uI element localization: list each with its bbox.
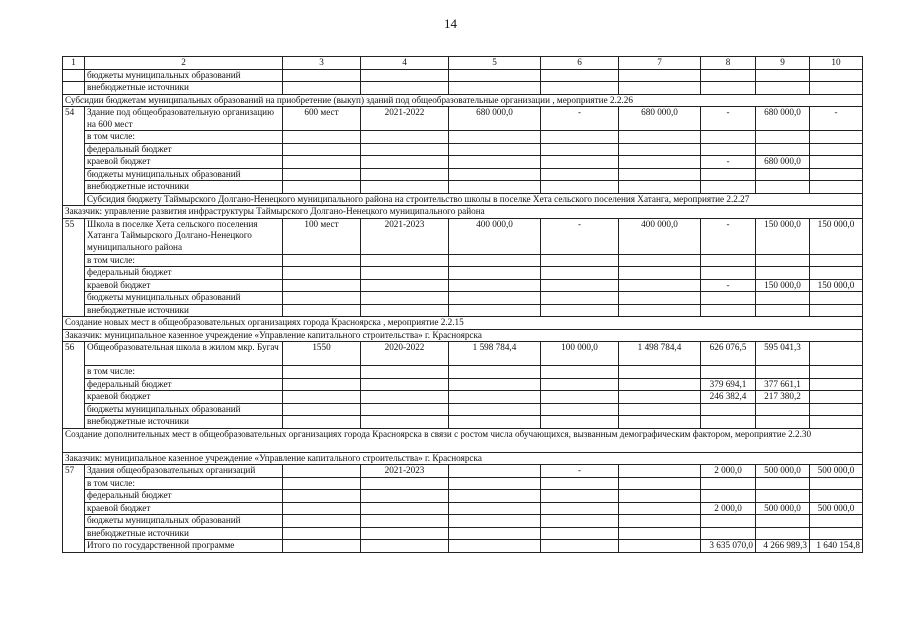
header-cell: 5 bbox=[449, 57, 541, 70]
row-label: в том числе: bbox=[85, 477, 283, 490]
capacity-cell: 1550 bbox=[283, 342, 361, 366]
table-row bbox=[63, 465, 863, 478]
header-cell: 7 bbox=[619, 57, 701, 70]
row-label: внебюджетные источники bbox=[85, 181, 283, 194]
header-cell: 2 bbox=[85, 57, 283, 70]
row-label: краевой бюджет bbox=[85, 391, 283, 404]
table-row bbox=[63, 143, 863, 156]
table-row bbox=[63, 477, 863, 490]
table-row bbox=[63, 403, 863, 416]
item-name: Здание под общеобразовательную организацию на 600 мест bbox=[85, 107, 283, 131]
table-row bbox=[63, 82, 863, 95]
table-row bbox=[63, 416, 863, 429]
section-row bbox=[63, 193, 863, 206]
value-cell: 680 000,0 bbox=[756, 107, 810, 131]
value-cell: 400 000,0 bbox=[619, 218, 701, 254]
program-table bbox=[62, 56, 863, 553]
period-cell: 2021-2023 bbox=[361, 465, 449, 478]
table-row bbox=[63, 515, 863, 528]
item-name: Школа в поселке Хета сельского поселения Хатанга Таймырского Долгано-Ненецкого муниципального района bbox=[85, 218, 283, 254]
table-row bbox=[63, 156, 863, 169]
row-label: федеральный бюджет bbox=[85, 267, 283, 280]
page-number: 14 bbox=[444, 16, 457, 31]
value-cell: - bbox=[541, 218, 619, 254]
row-label: в том числе: bbox=[85, 131, 283, 144]
row-label: бюджеты муниципальных образований bbox=[85, 403, 283, 416]
header-cell: 9 bbox=[756, 57, 810, 70]
table-row bbox=[63, 342, 863, 366]
table-row bbox=[63, 181, 863, 194]
table-row bbox=[63, 267, 863, 280]
section-title: Субсидия бюджету Таймырского Долгано-Ненецкого муниципального района на строительство школы в поселке Хета сельского поселения Хатанга, мероприятие 2.2.27 bbox=[85, 193, 863, 206]
table-row bbox=[63, 168, 863, 181]
value-cell: 500 000,0 bbox=[810, 502, 863, 515]
table-row bbox=[63, 378, 863, 391]
item-name: Общеобразовательная школа в жилом мкр. Бугач bbox=[85, 342, 283, 366]
value-cell: 217 380,2 bbox=[756, 391, 810, 404]
row-label: внебюджетные источники bbox=[85, 416, 283, 429]
table-row bbox=[63, 304, 863, 317]
value-cell: 150 000,0 bbox=[756, 218, 810, 254]
row-label: бюджеты муниципальных образований bbox=[85, 69, 283, 82]
value-cell: 100 000,0 bbox=[541, 342, 619, 366]
item-number: 54 bbox=[63, 107, 85, 206]
customer-row bbox=[63, 206, 863, 219]
value-cell: 2 000,0 bbox=[701, 465, 756, 478]
row-label: федеральный бюджет bbox=[85, 490, 283, 503]
value-cell: 150 000,0 bbox=[810, 279, 863, 292]
row-label: внебюджетные источники bbox=[85, 304, 283, 317]
row-label: в том числе: bbox=[85, 254, 283, 267]
table-row bbox=[63, 279, 863, 292]
value-cell: - bbox=[701, 107, 756, 131]
value-cell: 150 000,0 bbox=[756, 279, 810, 292]
header-cell: 6 bbox=[541, 57, 619, 70]
value-cell: 246 382,4 bbox=[701, 391, 756, 404]
total-row bbox=[63, 540, 863, 553]
customer-title: Заказчик: муниципальное казенное учреждение «Управление капитального строительства» г. Красноярска bbox=[63, 329, 863, 342]
table-row bbox=[63, 69, 863, 82]
value-cell: - bbox=[541, 107, 619, 131]
total-value: 3 635 070,0 bbox=[701, 540, 756, 553]
table-row bbox=[63, 218, 863, 254]
table-row bbox=[63, 366, 863, 379]
section-row bbox=[63, 94, 863, 107]
value-cell: 500 000,0 bbox=[756, 502, 810, 515]
value-cell: 680 000,0 bbox=[619, 107, 701, 131]
section-title: Субсидии бюджетам муниципальных образований на приобретение (выкуп) зданий под общеобразовательные организации , мероприятие 2.2.26 bbox=[63, 94, 863, 107]
table-row bbox=[63, 254, 863, 267]
table-row bbox=[63, 490, 863, 503]
total-value: 1 640 154,8 bbox=[810, 540, 863, 553]
table-row bbox=[63, 107, 863, 131]
value-cell: 2 000,0 bbox=[701, 502, 756, 515]
value-cell: 680 000,0 bbox=[756, 156, 810, 169]
item-number: 57 bbox=[63, 465, 85, 553]
row-label: в том числе: bbox=[85, 366, 283, 379]
value-cell: 626 076,5 bbox=[701, 342, 756, 366]
row-label: федеральный бюджет bbox=[85, 143, 283, 156]
customer-title: Заказчик: муниципальное казенное учреждение «Управление капитального строительства» г. Красноярска bbox=[63, 452, 863, 465]
value-cell: - bbox=[541, 465, 619, 478]
section-title: Создание новых мест в общеобразовательных организациях города Красноярска , мероприятие 2.2.15 bbox=[63, 317, 863, 330]
value-cell: 1 498 784,4 bbox=[619, 342, 701, 366]
value-cell: 400 000,0 bbox=[449, 218, 541, 254]
period-cell: 2021-2023 bbox=[361, 218, 449, 254]
value-cell: 680 000,0 bbox=[449, 107, 541, 131]
row-label: краевой бюджет bbox=[85, 502, 283, 515]
customer-row bbox=[63, 452, 863, 465]
section-title: Создание дополнительных мест в общеобразовательных организациях города Красноярска в связи с ростом числа обучающихся, вызванным демографическим фактором, мероприятие 2.2.30 bbox=[63, 428, 863, 452]
row-label: краевой бюджет bbox=[85, 156, 283, 169]
table-row bbox=[63, 292, 863, 305]
row-label: внебюджетные источники bbox=[85, 527, 283, 540]
value-cell: 377 661,1 bbox=[756, 378, 810, 391]
table-row bbox=[63, 527, 863, 540]
value-cell: 500 000,0 bbox=[756, 465, 810, 478]
row-label: федеральный бюджет bbox=[85, 378, 283, 391]
value-cell: 500 000,0 bbox=[810, 465, 863, 478]
item-number: 55 bbox=[63, 218, 85, 317]
value-cell: - bbox=[701, 156, 756, 169]
value-cell: - bbox=[701, 218, 756, 254]
row-label: бюджеты муниципальных образований bbox=[85, 515, 283, 528]
row-label: краевой бюджет bbox=[85, 279, 283, 292]
table-row bbox=[63, 131, 863, 144]
item-name: Здания общеобразовательных организаций bbox=[85, 465, 283, 478]
table-row bbox=[63, 502, 863, 515]
period-cell: 2021-2022 bbox=[361, 107, 449, 131]
row-label: бюджеты муниципальных образований bbox=[85, 292, 283, 305]
header-cell: 4 bbox=[361, 57, 449, 70]
row-label: внебюджетные источники bbox=[85, 82, 283, 95]
header-cell: 3 bbox=[283, 57, 361, 70]
value-cell: - bbox=[810, 107, 863, 131]
total-label: Итого по государственной программе bbox=[85, 540, 283, 553]
section-row bbox=[63, 317, 863, 330]
period-cell: 2020-2022 bbox=[361, 342, 449, 366]
customer-row bbox=[63, 329, 863, 342]
section-row bbox=[63, 428, 863, 452]
value-cell: 379 694,1 bbox=[701, 378, 756, 391]
value-cell: - bbox=[701, 279, 756, 292]
table-row bbox=[63, 391, 863, 404]
table-header-row bbox=[63, 57, 863, 70]
capacity-cell: 600 мест bbox=[283, 107, 361, 131]
value-cell: 150 000,0 bbox=[810, 218, 863, 254]
value-cell: 1 598 784,4 bbox=[449, 342, 541, 366]
total-value: 4 266 989,3 bbox=[756, 540, 810, 553]
value-cell: 595 041,3 bbox=[756, 342, 810, 366]
header-cell: 10 bbox=[810, 57, 863, 70]
item-number: 56 bbox=[63, 342, 85, 429]
header-cell: 8 bbox=[701, 57, 756, 70]
customer-title: Заказчик: управление развития инфраструктуры Таймырского Долгано-Ненецкого муниципального района bbox=[63, 206, 863, 219]
row-label: бюджеты муниципальных образований bbox=[85, 168, 283, 181]
capacity-cell: 100 мест bbox=[283, 218, 361, 254]
header-cell: 1 bbox=[63, 57, 85, 70]
